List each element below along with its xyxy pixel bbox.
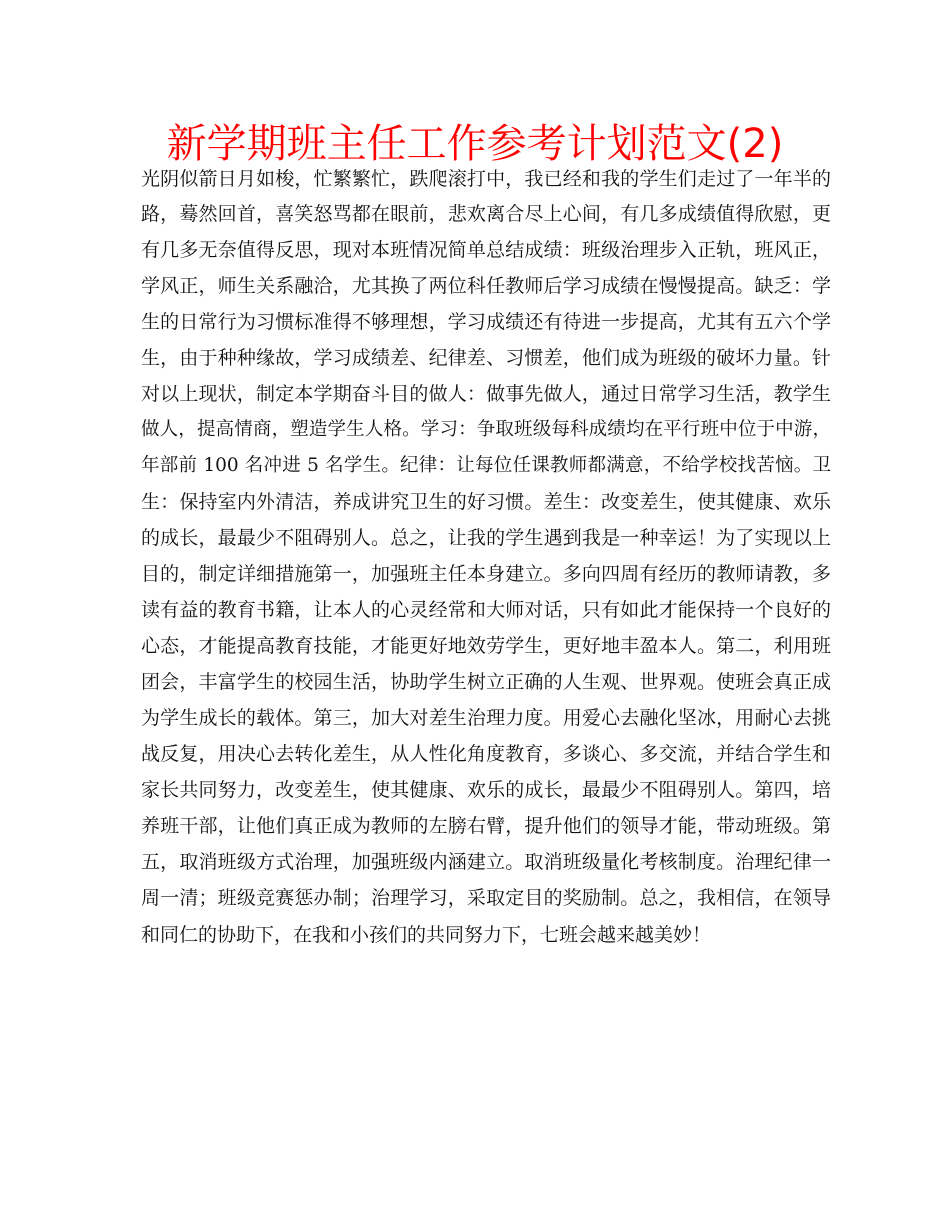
body-line: 对以上现状，制定本学期奋斗目的做人：做事先做人，通过日常学习生活，教学生 (141, 383, 831, 405)
body-line: 为学生成长的载体。第三，加大对差生治理力度。用爱心去融化坚冰，用耐心去挑 (141, 707, 831, 729)
body-line: 光阴似箭日月如梭，忙繁繁忙，跌爬滚打中，我已经和我的学生们走过了一年半的 (141, 168, 831, 190)
body-line: 有几多无奈值得反思，现对本班情况简单总结成绩：班级治理步入正轨，班风正， (141, 239, 831, 261)
body-line: 读有益的教育书籍，让本人的心灵经常和大师对话，只有如此才能保持一个良好的 (141, 599, 831, 621)
body-line: 心态，才能提高教育技能，才能更好地效劳学生，更好地丰盈本人。第二，利用班 (141, 635, 831, 657)
body-line: 团会，丰富学生的校园生活，协助学生树立正确的人生观、世界观。使班会真正成 (141, 671, 831, 693)
body-line: 生，由于种种缘故，学习成绩差、纪律差、习惯差，他们成为班级的破坏力量。针 (141, 347, 831, 369)
body-line: 养班干部，让他们真正成为教师的左膀右臂，提升他们的领导才能，带动班级。第 (141, 815, 831, 837)
body-line: 目的，制定详细措施第一，加强班主任本身建立。多向四周有经历的教师请教，多 (141, 563, 831, 585)
body-line: 家长共同努力，改变差生，使其健康、欢乐的成长，最最少不阻碍别人。第四，培 (141, 779, 831, 801)
body-line: 路，蓦然回首，喜笑怒骂都在眼前，悲欢离合尽上心间，有几多成绩值得欣慰，更 (141, 203, 831, 225)
body-line: 周一清；班级竞赛惩办制；治理学习，采取定目的奖励制。总之，我相信，在领导 (141, 887, 831, 909)
body-line: 的成长，最最少不阻碍别人。总之，让我的学生遇到我是一种幸运！为了实现以上 (141, 527, 831, 549)
body-line: 五，取消班级方式治理，加强班级内涵建立。取消班级量化考核制度。治理纪律一 (141, 851, 831, 873)
body-line: 学风正，师生关系融洽，尤其换了两位科任教师后学习成绩在慢慢提高。缺乏：学 (141, 275, 831, 297)
body-line: 和同仁的协助下，在我和小孩们的共同努力下，七班会越来越美妙！ (141, 924, 712, 946)
document-title: 新学期班主任工作参考计划范文(2) (166, 121, 784, 167)
body-line: 战反复，用决心去转化差生，从人性化角度教育，多谈心、多交流，并结合学生和 (141, 743, 831, 765)
body-line: 年部前 100 名冲进 5 名学生。纪律：让每位任课教师都满意，不给学校找苦恼。卫 (141, 455, 831, 476)
body-line: 生的日常行为习惯标准得不够理想，学习成绩还有待进一步提高，尤其有五六个学 (141, 311, 831, 333)
body-line: 生：保持室内外清洁，养成讲究卫生的好习惯。差生：改变差生，使其健康、欢乐 (141, 491, 831, 513)
body-line: 做人，提高情商，塑造学生人格。学习：争取班级每科成绩均在平行班中位于中游， (141, 419, 831, 440)
